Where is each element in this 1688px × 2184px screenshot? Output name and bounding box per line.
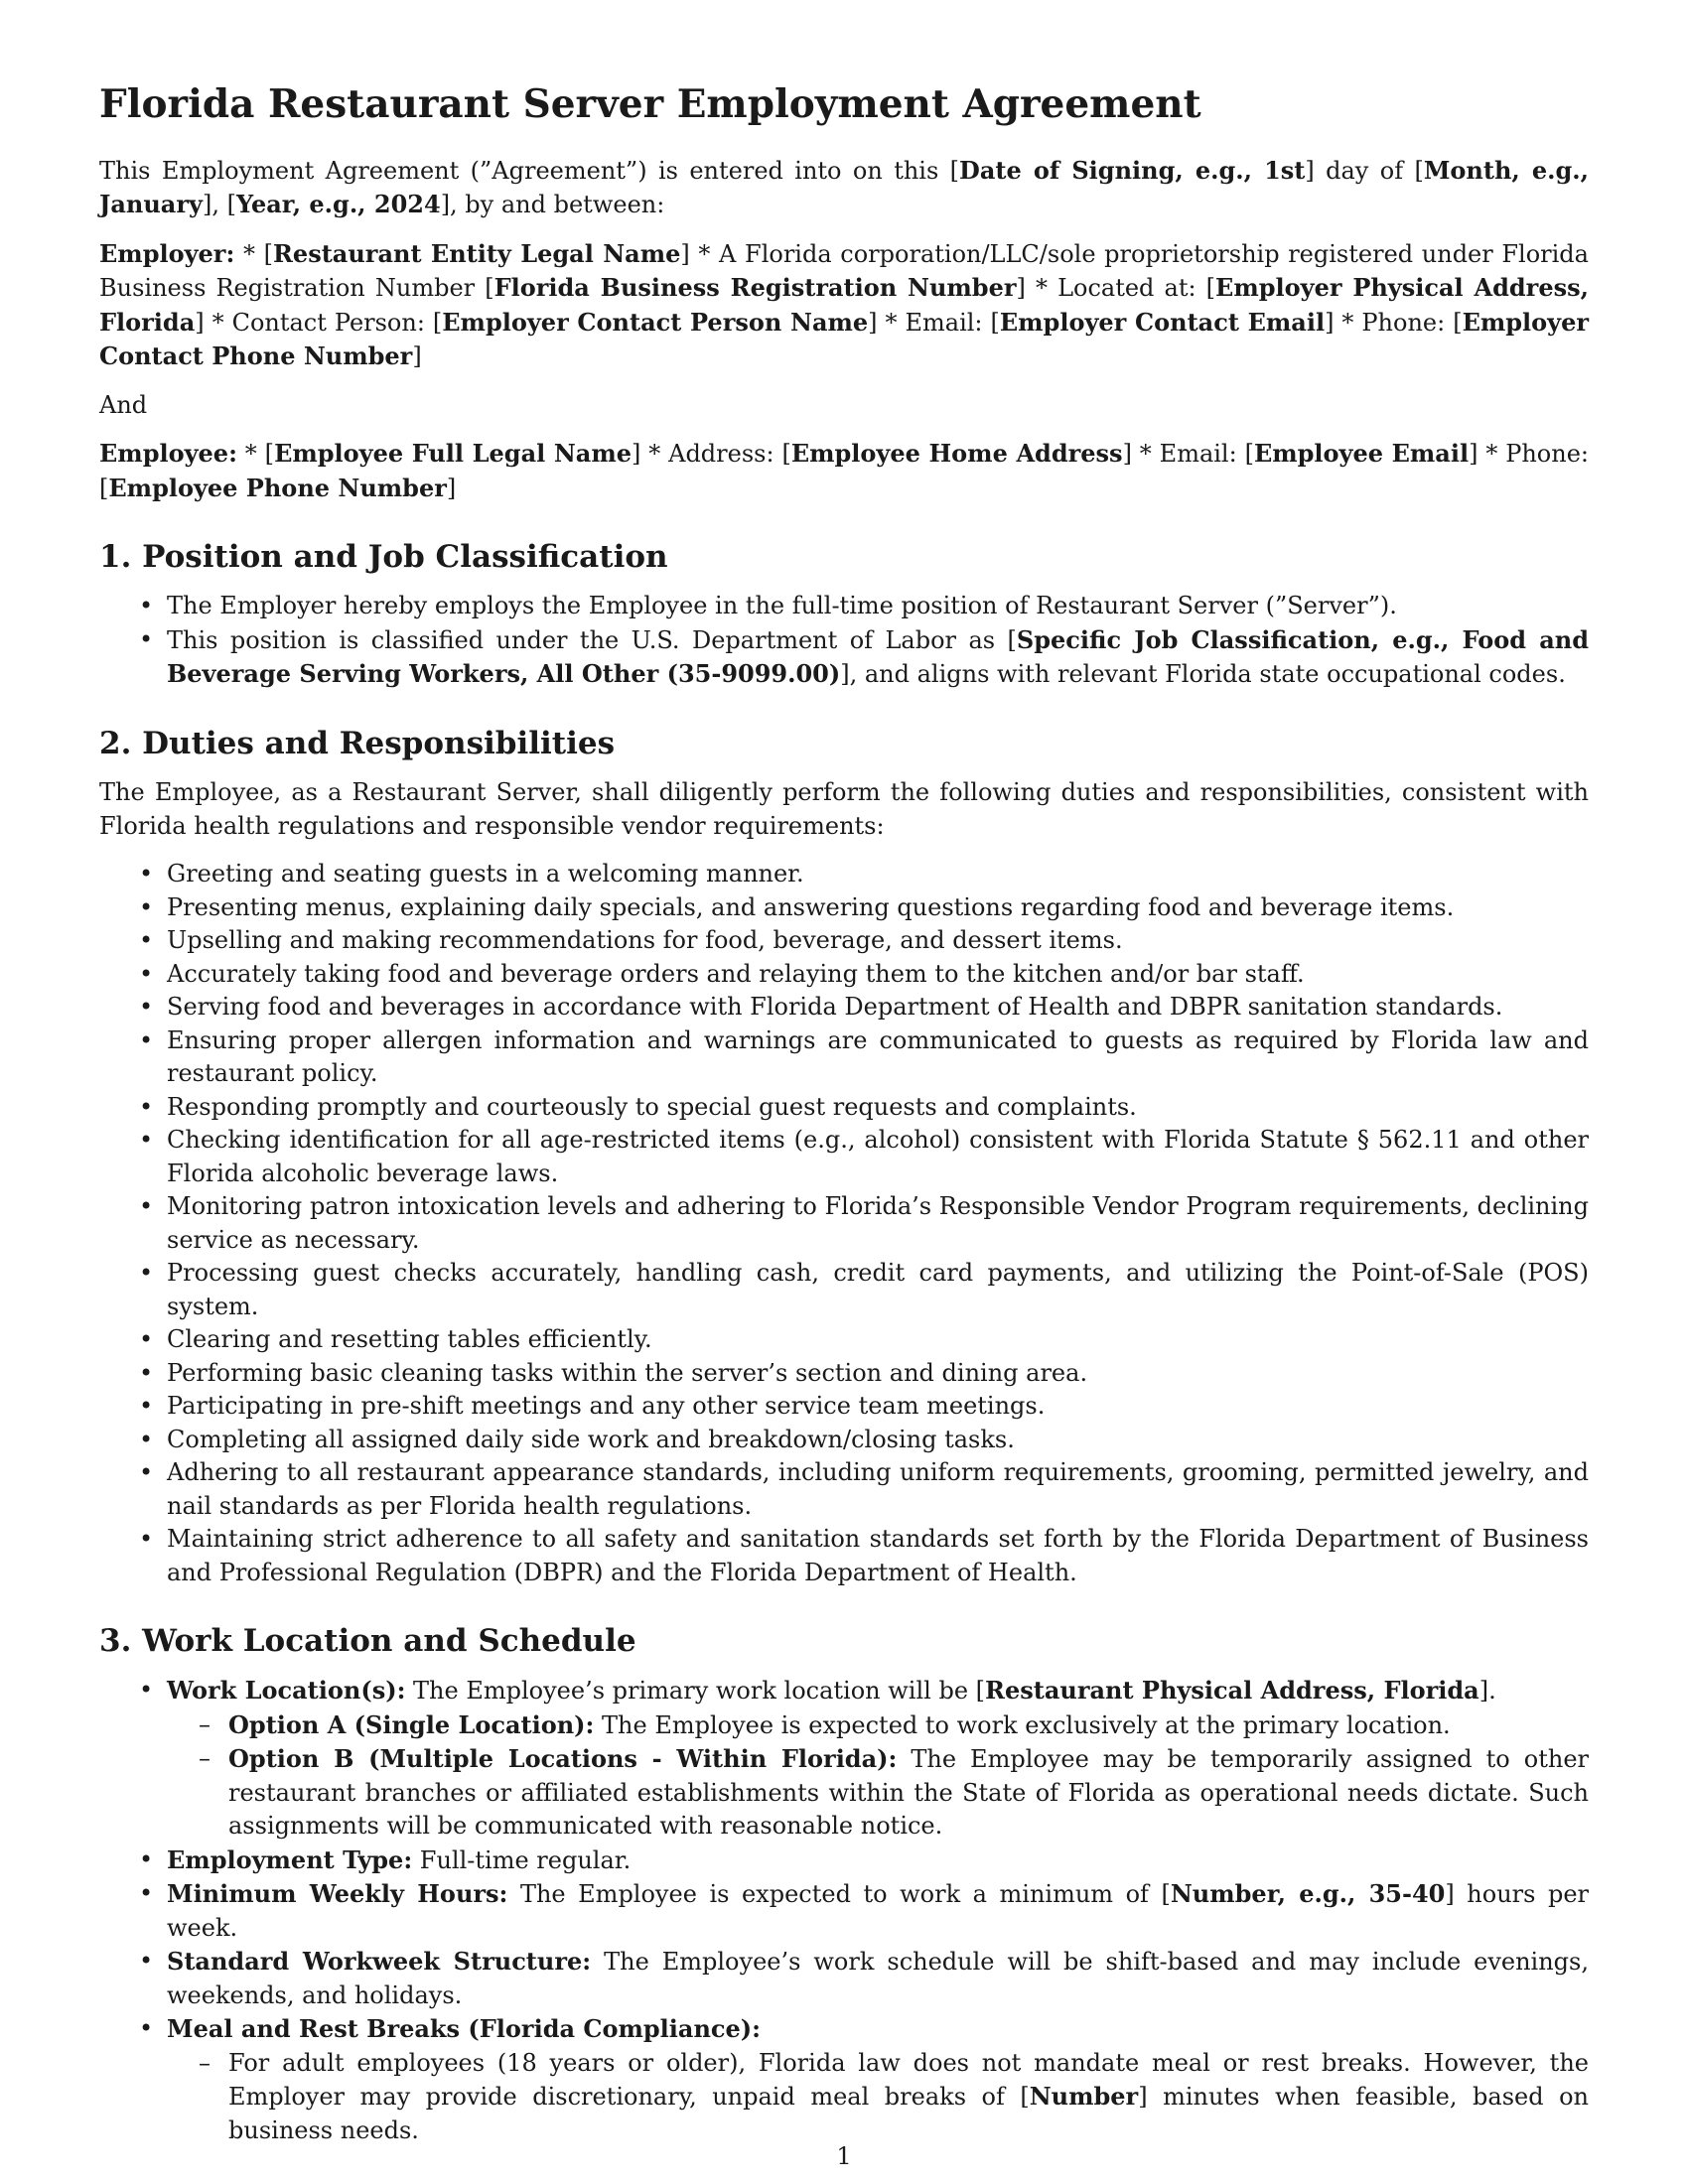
employee-email-placeholder: Employee Email [1253, 439, 1470, 469]
and-text: And [99, 390, 148, 419]
option-b-label: Option B (Multiple Locations - Within Florida): [228, 1744, 898, 1774]
section-2-intro: The Employee, as a Restaurant Server, shall diligently perform the following duties and responsibilities, consistent with Florida health regulations and responsible vendor requirements: [99, 778, 1589, 840]
list-item: • Standard Workweek Structure: The Employee’s work schedule will be shift-based and may include evenings, weekends, and holidays. [99, 1945, 1589, 2012]
break-minutes-placeholder: Number [1029, 2082, 1139, 2112]
employer-phone-placeholder: Employer Contact Phone Number [99, 307, 1590, 371]
section-2-heading: 2. Duties and Responsibilities [99, 725, 616, 761]
employer-email-placeholder: Employer Contact Email [999, 307, 1326, 337]
intro-paragraph: This Employment Agreement (”Agreement”) is entered into on this [Date of Signing, e.g., 1st] day of [Month, e.g., January], [Year, e.g., 2024], by and between: [99, 155, 1589, 219]
work-location-label: Work Location(s): [167, 1676, 406, 1706]
employment-type-label: Employment Type: [167, 1844, 413, 1874]
employer-label: Employer: [99, 238, 235, 268]
list-item: – Option A (Single Location): The Employee is expected to work exclusively at the primary location. [99, 1708, 1589, 1743]
list-item: • Work Location(s): The Employee’s primary work location will be [Restaurant Physical Address, Florida]. [99, 1674, 1589, 1708]
employee-label: Employee: [99, 439, 237, 469]
option-a-label: Option A (Single Location): [228, 1709, 595, 1739]
section-1-heading: 1. Position and Job Classification [99, 539, 668, 576]
employee-name-placeholder: Employee Full Legal Name [274, 439, 632, 469]
list-item: • Serving food and beverages in accordance with Florida Department of Health and DBPR sanitation standards. [99, 991, 1589, 1024]
list-item: • Checking identification for all age-restricted items (e.g., alcohol) consistent with Florida Statute § 562.11 and other Florida alcoholic beverage laws. [99, 1124, 1589, 1190]
list-item: • Processing guest checks accurately, handling cash, credit card payments, and utilizing the Point-of-Sale (POS) system. [99, 1257, 1589, 1323]
list-item: • Greeting and seating guests in a welcoming manner. [99, 858, 1589, 891]
job-classification-placeholder: Specific Job Classification, e.g., Food and Beverage Serving Workers, All Other (35-9099.00) [167, 624, 1589, 689]
month-placeholder: Month, e.g., January [99, 155, 1589, 219]
list-item: • Minimum Weekly Hours: The Employee is expected to work a minimum of [Number, e.g., 35-40] hours per week. [99, 1877, 1589, 1945]
weekly-hours-label: Minimum Weekly Hours: [167, 1879, 508, 1909]
employer-reg-placeholder: Florida Business Registration Number [493, 273, 1017, 303]
list-item: • Upselling and making recommendations for food, beverage, and dessert items. [99, 924, 1589, 958]
list-item: • Adhering to all restaurant appearance standards, including uniform requirements, grooming, permitted jewelry, and nail standards as per Florida health regulations. [99, 1456, 1589, 1523]
list-item: • Monitoring patron intoxication levels and adhering to Florida’s Responsible Vendor Program requirements, declining service as necessary. [99, 1190, 1589, 1257]
employer-name-placeholder: Restaurant Entity Legal Name [272, 238, 681, 268]
document-page [99, 81, 1589, 2147]
employee-phone-placeholder: Employee Phone Number [108, 473, 447, 502]
list-item: • Completing all assigned daily side work and breakdown/closing tasks. [99, 1424, 1589, 1457]
list-item: • Accurately taking food and beverage orders and relaying them to the kitchen and/or bar staff. [99, 958, 1589, 992]
hours-placeholder: Number, e.g., 35-40 [1170, 1879, 1446, 1909]
employer-contact-placeholder: Employer Contact Person Name [442, 307, 869, 337]
page-number: 1 [836, 2142, 852, 2170]
list-item: • This position is classified under the U.S. Department of Labor as [Specific Job Classification, e.g., Food and Beverage Serving Workers, All Other (35-9099.00)], and aligns with relevant Florida state occupational codes. [99, 623, 1589, 692]
restaurant-address-placeholder: Restaurant Physical Address, Florida [985, 1676, 1479, 1706]
duties-list [99, 858, 1589, 1589]
year-placeholder: Year, e.g., 2024 [235, 190, 441, 219]
employee-address-placeholder: Employee Home Address [790, 439, 1123, 469]
section-3-heading: 3. Work Location and Schedule [99, 1623, 636, 1660]
meal-breaks-label: Meal and Rest Breaks (Florida Compliance): [167, 2014, 761, 2044]
workweek-label: Standard Workweek Structure: [167, 1947, 592, 1977]
list-item: • Participating in pre-shift meetings and any other service team meetings. [99, 1390, 1589, 1424]
list-item: • Presenting menus, explaining daily specials, and answering questions regarding food and beverage items. [99, 891, 1589, 925]
list-item: • The Employer hereby employs the Employee in the full-time position of Restaurant Server (”Server”). [99, 590, 1589, 623]
employee-paragraph: Employee: * [Employee Full Legal Name] * Address: [Employee Home Address] * Email: [Employee Email] * Phone: [Employee Phone Number] [99, 439, 1590, 502]
list-item: • Performing basic cleaning tasks within the server’s section and dining area. [99, 1357, 1589, 1391]
employer-paragraph: Employer: * [Restaurant Entity Legal Name] * A Florida corporation/LLC/sole proprietorship registered under Florida Business Registration Number [Florida Business Registration Number] * Located at: [Employer Physical Address, Florida] * Contact Person: [Employer Contact Person Name] * Email: [Employer Contact Email] * Phone: [Employer Contact Phone Number] [99, 238, 1590, 371]
employer-address-placeholder: Employer Physical Address, Florida [99, 273, 1589, 337]
date-placeholder: Date of Signing, e.g., 1st [959, 155, 1306, 185]
document-title: Florida Restaurant Server Employment Agreement [99, 81, 1201, 127]
list-item: • Maintaining strict adherence to all safety and sanitation standards set forth by the Florida Department of Business and Professional Regulation (DBPR) and the Florida Department of Health. [99, 1523, 1589, 1589]
section-1-list [99, 590, 1589, 692]
section-3-list [99, 1674, 1589, 2147]
list-item: – Option B (Multiple Locations - Within Florida): The Employee may be temporarily assigned to other restaurant branches or affiliated establishments within the State of Florida as operational needs dictate. Such assignments will be communicated with reasonable notice. [99, 1742, 1589, 1843]
list-item: • Responding promptly and courteously to special guest requests and complaints. [99, 1091, 1589, 1125]
list-item: • Ensuring proper allergen information and warnings are communicated to guests as required by Florida law and restaurant policy. [99, 1024, 1589, 1091]
list-item [99, 2012, 1589, 2047]
list-item: – For adult employees (18 years or older), Florida law does not mandate meal or rest breaks. However, the Employer may provide discretionary, unpaid meal breaks of [Number] minutes when feasible, based on business needs. [99, 2047, 1589, 2148]
list-item: • Employment Type: Full-time regular. [99, 1843, 1589, 1878]
list-item: • Clearing and resetting tables efficiently. [99, 1323, 1589, 1357]
